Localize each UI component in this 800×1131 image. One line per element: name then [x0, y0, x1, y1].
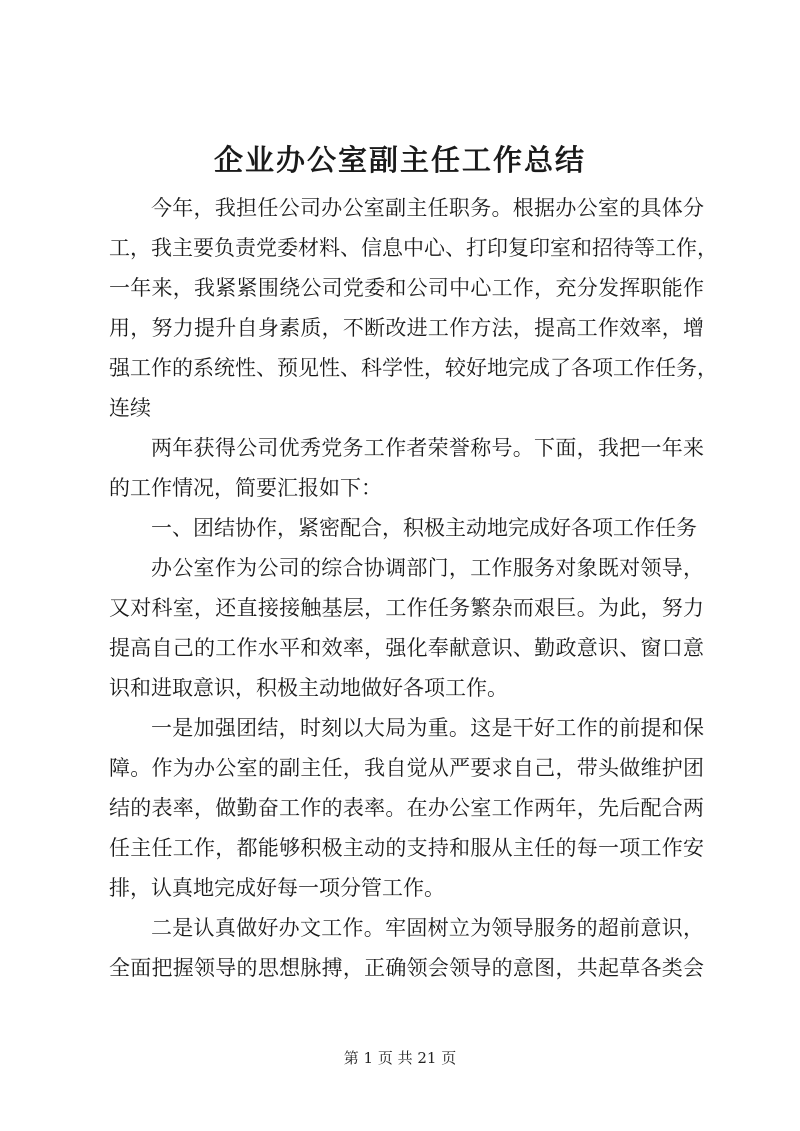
document-title: 企业办公室副主任工作总结	[213, 143, 586, 177]
text-line: 一是加强团结，时刻以大局为重。这是干好工作的前提和保	[151, 716, 704, 740]
section-heading: 一、团结协作，紧密配合，积极主动地完成好各项工作任务	[151, 516, 697, 540]
text-line: 一年来，我紧紧围绕公司党委和公司中心工作，充分发挥职能作	[109, 276, 704, 300]
text-line: 任主任工作，都能够积极主动的支持和服从主任的每一项工作安	[109, 836, 704, 860]
text-line: 二是认真做好办文工作。牢固树立为领导服务的超前意识，	[151, 916, 704, 940]
text-line: 障。作为办公室的副主任，我自觉从严要求自己，带头做维护团	[109, 756, 704, 780]
text-line: 连续	[109, 396, 151, 420]
text-line: 今年，我担任公司办公室副主任职务。根据办公室的具体分	[151, 196, 704, 220]
text-line: 结的表率，做勤奋工作的表率。在办公室工作两年，先后配合两	[109, 796, 704, 820]
text-line: 的工作情况，简要汇报如下：	[109, 476, 382, 500]
text-line: 办公室作为公司的综合协调部门，工作服务对象既对领导，	[151, 556, 704, 580]
text-line: 两年获得公司优秀党务工作者荣誉称号。下面，我把一年来	[151, 436, 704, 460]
text-line: 提高自己的工作水平和效率，强化奉献意识、勤政意识、窗口意	[109, 636, 704, 660]
text-line: 排，认真地完成好每一项分管工作。	[109, 876, 445, 900]
text-line: 用，努力提升自身素质，不断改进工作方法，提高工作效率，增	[109, 316, 704, 340]
text-line: 识和进取意识，积极主动地做好各项工作。	[109, 676, 508, 700]
page-number-footer: 第 1 页 共 21 页	[343, 1049, 457, 1067]
text-line: 又对科室，还直接接触基层，工作任务繁杂而艰巨。为此，努力	[109, 596, 704, 620]
text-line: 工，我主要负责党委材料、信息中心、打印复印室和招待等工作，	[109, 236, 718, 260]
text-line: 全面把握领导的思想脉搏，正确领会领导的意图，共起草各类会	[109, 956, 704, 980]
text-line: 强工作的系统性、预见性、科学性，较好地完成了各项工作任务，	[109, 356, 718, 380]
document-body	[109, 188, 718, 988]
